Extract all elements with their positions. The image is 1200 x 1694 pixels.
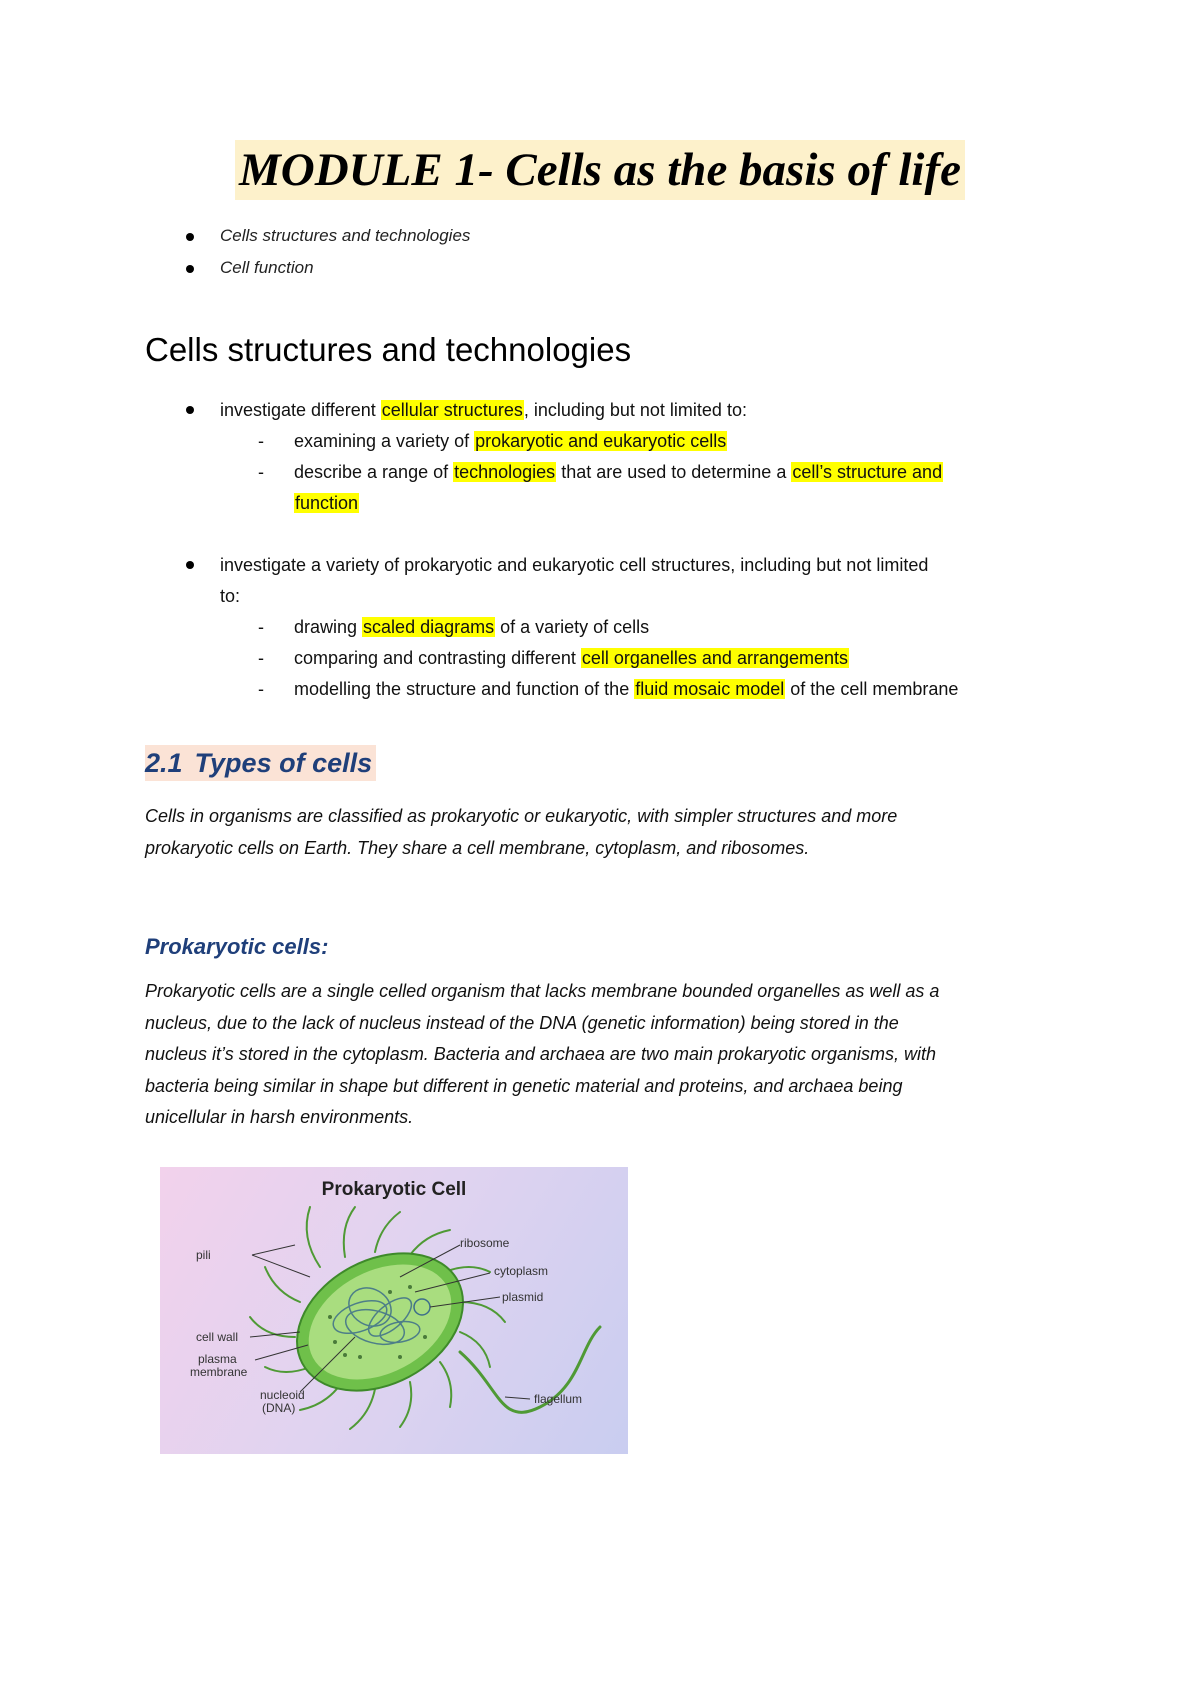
highlight: fluid mosaic model bbox=[635, 679, 785, 699]
highlight: function bbox=[295, 493, 359, 513]
outcome-item bbox=[186, 395, 1086, 426]
label-ribosome: ribosome bbox=[460, 1236, 510, 1250]
document-title: MODULE 1- Cells as the basis of life bbox=[235, 140, 965, 200]
label-plasma: plasma bbox=[198, 1352, 237, 1366]
prokaryotic-cell-diagram bbox=[160, 1167, 628, 1454]
text-run: examining a variety of bbox=[294, 431, 475, 451]
outcome-text bbox=[220, 400, 747, 420]
outcome-text: to: bbox=[220, 586, 241, 606]
text-run: , including but not limited to: bbox=[523, 400, 747, 420]
label-flagellum: flagellum bbox=[534, 1392, 583, 1406]
paragraph-line: prokaryotic cells on Earth. They share a cell membrane, cytoplasm, and ribosomes. bbox=[145, 837, 810, 858]
section-heading-types bbox=[145, 745, 376, 781]
figure-title: Prokaryotic Cell bbox=[321, 1179, 467, 1200]
cell-illustration bbox=[160, 1167, 628, 1454]
sub-item bbox=[186, 674, 1086, 705]
label-membrane: membrane bbox=[190, 1365, 248, 1379]
bullet-icon bbox=[186, 265, 194, 273]
topic-item bbox=[186, 256, 470, 288]
spacer bbox=[186, 519, 1086, 550]
text-run: comparing and contrasting different bbox=[294, 648, 581, 668]
highlight: cellular structures bbox=[381, 400, 523, 420]
text-run: investigate different bbox=[220, 400, 381, 420]
paragraph-line: nucleus, due to the lack of nucleus instead of the DNA (genetic information) being stored in the bbox=[145, 1012, 899, 1033]
sub-item bbox=[186, 643, 1086, 674]
paragraph-line: nucleus it’s stored in the cytoplasm. Bacteria and archaea are two main prokaryotic organisms, with bbox=[145, 1044, 937, 1064]
bullet-icon bbox=[186, 561, 194, 569]
highlight: cell’s structure and bbox=[792, 462, 943, 482]
label-dna: (DNA) bbox=[262, 1401, 296, 1415]
text-run: modelling the structure and function of the bbox=[294, 679, 635, 699]
paragraph-line: unicellular in harsh environments. bbox=[145, 1107, 414, 1127]
section-title: Types of cells bbox=[194, 748, 373, 778]
bullet-icon bbox=[186, 406, 194, 414]
label-pili: pili bbox=[196, 1248, 211, 1262]
section-number: 2.1 bbox=[145, 748, 183, 778]
label-cell-wall: cell wall bbox=[196, 1330, 239, 1344]
topic-label: Cell function bbox=[220, 258, 314, 277]
highlight: technologies bbox=[454, 462, 556, 482]
text-run: drawing bbox=[294, 617, 363, 637]
outcome-text: investigate a variety of prokaryotic and eukaryotic cell structures, including but not limited bbox=[220, 555, 929, 575]
label-cytoplasm: cytoplasm bbox=[494, 1264, 549, 1278]
highlight: scaled diagrams bbox=[363, 617, 495, 637]
sub-item bbox=[186, 457, 1086, 519]
topic-label: Cells structures and technologies bbox=[220, 226, 471, 245]
paragraph-line: bacteria being similar in shape but different in genetic material and proteins, and archaea being bbox=[145, 1075, 903, 1096]
topic-item bbox=[186, 224, 470, 256]
sub-list bbox=[186, 426, 1086, 519]
text-run: of a variety of cells bbox=[495, 617, 650, 637]
label-nucleoid: nucleoid bbox=[260, 1388, 305, 1402]
outcome-item bbox=[186, 550, 1086, 612]
paragraph-line: Prokaryotic cells are a single celled organism that lacks membrane bounded organelles as well as a bbox=[145, 981, 940, 1001]
highlight: prokaryotic and eukaryotic cells bbox=[475, 431, 727, 451]
title-wrapper bbox=[0, 140, 1200, 200]
sub-item bbox=[186, 612, 1086, 643]
bullet-icon bbox=[186, 233, 194, 241]
topic-list bbox=[186, 224, 470, 288]
label-plasmid: plasmid bbox=[502, 1290, 544, 1304]
text-run: describe a range of bbox=[294, 462, 454, 482]
subheading-prokaryotic: Prokaryotic cells: bbox=[145, 934, 329, 959]
text-run: that are used to determine a bbox=[556, 462, 792, 482]
sub-item bbox=[186, 426, 1086, 457]
section-heading-structures: Cells structures and technologies bbox=[145, 331, 632, 368]
paragraph-line: Cells in organisms are classified as prokaryotic or eukaryotic, with simpler structures and more bbox=[145, 806, 898, 826]
intro-paragraph bbox=[145, 801, 1065, 864]
outcomes-list bbox=[186, 395, 1086, 705]
sub-list bbox=[186, 612, 1086, 705]
text-run: of the cell membrane bbox=[785, 679, 959, 699]
highlight: cell organelles and arrangements bbox=[581, 648, 849, 668]
prokaryotic-paragraph bbox=[145, 976, 1065, 1134]
